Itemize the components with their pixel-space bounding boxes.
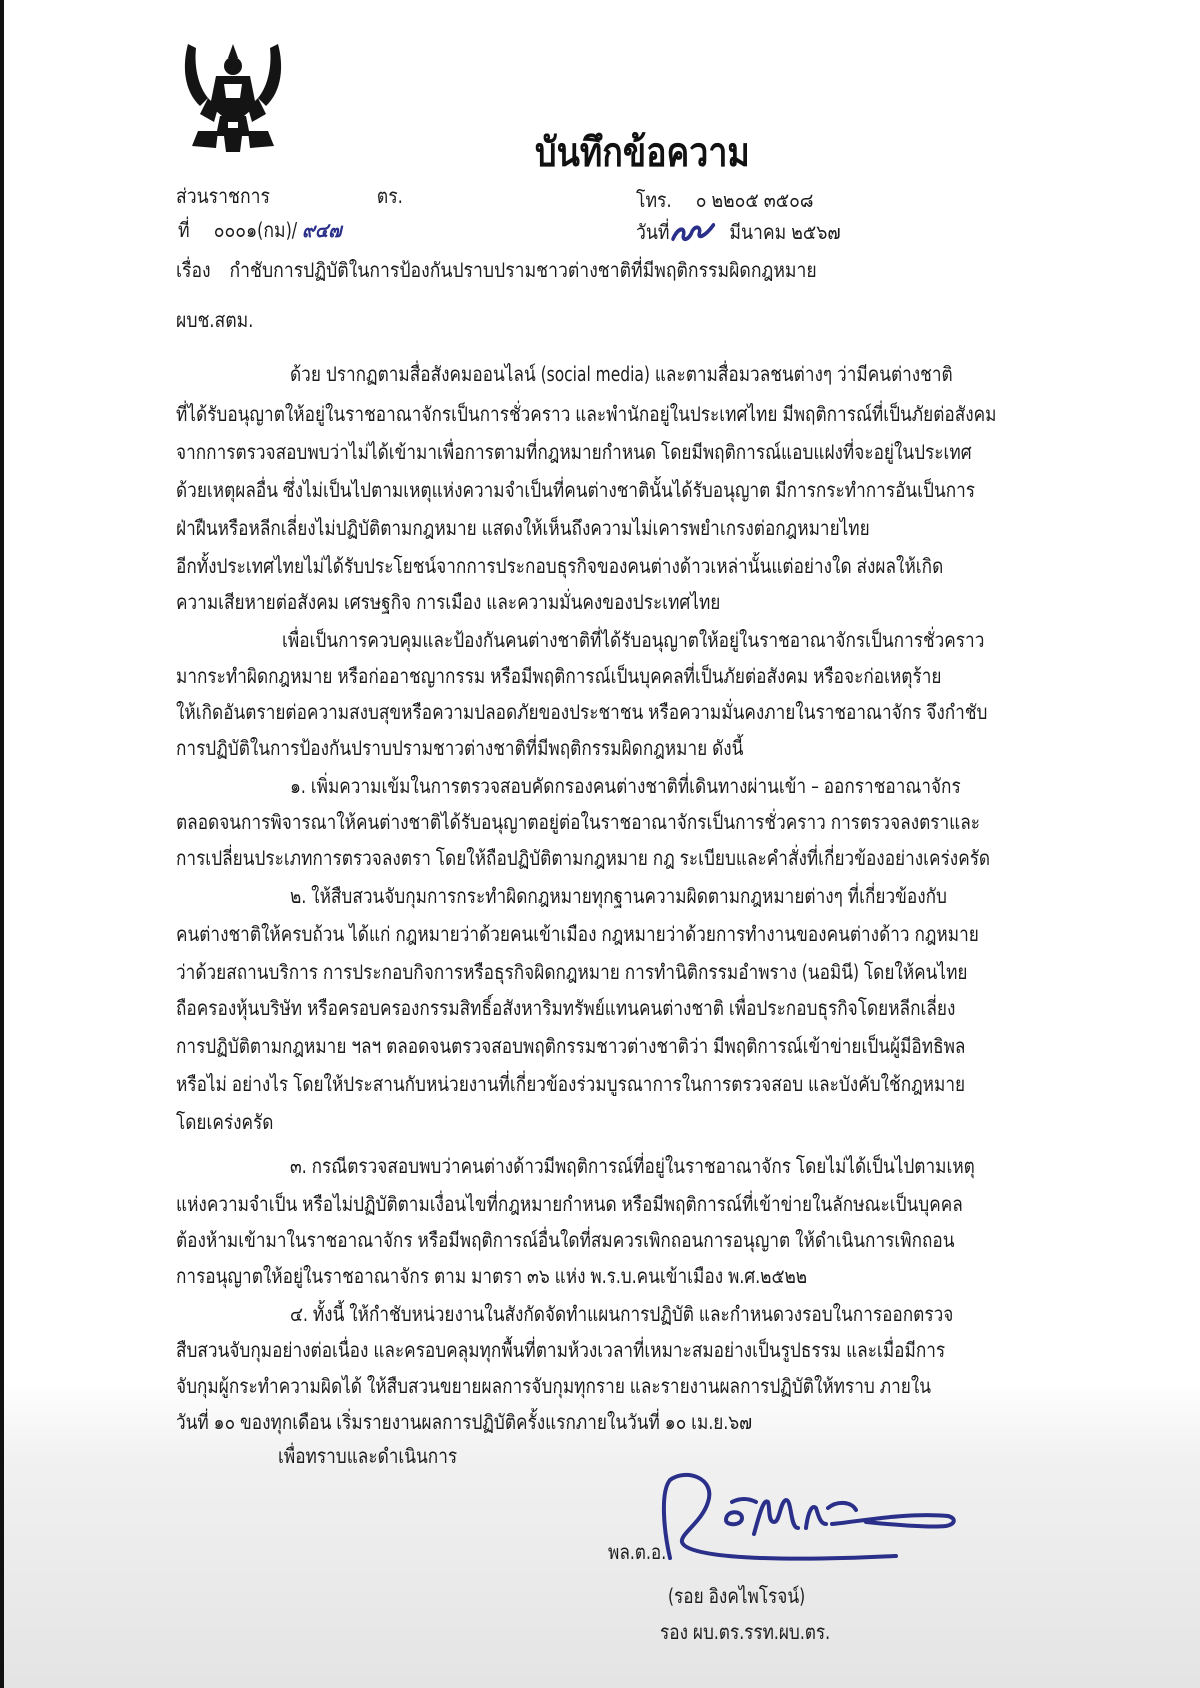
body-line: ด้วยเหตุผลอื่น ซึ่งไม่เป็นไปตามเหตุแห่งความจำเป็นที่คนต่างชาตินั้นได้รับอนุญาต มีการกระทำการอันเป็นการ xyxy=(176,478,976,502)
body-line: จับกุมผู้กระทำความผิดได้ ให้สืบสวนขยายผลการจับกุมทุกราย และรายงานผลการปฏิบัติให้ทราบ ภายใน xyxy=(176,1374,931,1398)
item-2-line: ๒. ให้สืบสวนจับกุมการกระทำผิดกฎหมายทุกฐานความผิดตามกฎหมายต่างๆ ที่เกี่ยวข้องกับ xyxy=(290,884,947,908)
body-line: ว่าด้วยสถานบริการ การประกอบกิจการหรือธุรกิจผิดกฎหมาย การทำนิติกรรมอำพราง (นอมินี) โดยให้คนไทย xyxy=(176,960,968,984)
body-line: การเปลี่ยนประเภทการตรวจลงตรา โดยให้ถือปฏิบัติตามกฎหมาย กฎ ระเบียบและคำสั่งที่เกี่ยวข้องอย่างเคร่งครัด xyxy=(176,846,991,870)
phone-value: ๐ ๒๒๐๕ ๓๕๐๘ xyxy=(695,188,814,212)
body-line: จากการตรวจสอบพบว่าไม่ได้เข้ามาเพื่อการตามที่กฎหมายกำหนด โดยมีพฤติการณ์แอบแฝงที่จะอยู่ในประเทศ xyxy=(176,440,972,464)
body-line: เพื่อเป็นการควบคุมและป้องกันคนต่างชาติที่ได้รับอนุญาตให้อยู่ในราชอาณาจักรเป็นการชั่วคราว xyxy=(282,628,985,652)
reference-label: ที่ xyxy=(178,218,190,242)
closing-text: เพื่อทราบและดำเนินการ xyxy=(278,1444,458,1468)
signatory-position: รอง ผบ.ตร.รรท.ผบ.ตร. xyxy=(660,1620,831,1644)
item-4-line: ๔. ทั้งนี้ ให้กำชับหน่วยงานในสังกัดจัดทำแผนการปฏิบัติ และกำหนดวงรอบในการออกตรวจ xyxy=(290,1302,954,1326)
reference-handwritten-number: ๙๔๗ xyxy=(302,218,342,242)
reference-number: ๐๐๐๑(กม)/ xyxy=(213,218,298,242)
body-line: หรือไม่ อย่างไร โดยให้ประสานกับหน่วยงานที่เกี่ยวข้องร่วมบูรณาการในการตรวจสอบ และบังคับใช้กฎหมาย xyxy=(176,1072,966,1096)
body-line: ถือครองหุ้นบริษัท หรือครอบครองกรรมสิทธิ์อสังหาริมทรัพย์แทนคนต่างชาติ เพื่อประกอบธุรกิจโดยหลีกเลี่ยง xyxy=(176,996,956,1020)
body-line: ต้องห้ามเข้ามาในราชอาณาจักร หรือมีพฤติการณ์อื่นใดที่สมควรเพิกถอนการอนุญาต ให้ดำเนินการเพิกถอน xyxy=(176,1228,955,1252)
body-line: โดยเคร่งครัด xyxy=(176,1110,274,1134)
item-1-line: ๑. เพิ่มความเข้มในการตรวจสอบคัดกรองคนต่างชาติที่เดินทางผ่านเข้า – ออกราชอาณาจักร xyxy=(290,774,961,798)
agency-value: ตร. xyxy=(376,184,403,208)
date-row xyxy=(636,216,841,248)
recipient: ผบช.สตม. xyxy=(176,308,254,332)
phone-row xyxy=(636,184,813,216)
memo-title: บันทึกข้อความ xyxy=(535,130,750,176)
body-line: วันที่ ๑๐ ของทุกเดือน เริ่มรายงานผลการปฏิบัติครั้งแรกภายในวันที่ ๑๐ เม.ย.๖๗ xyxy=(176,1410,753,1434)
subject-value: กำชับการปฏิบัติในการป้องกันปราบปรามชาวต่างชาติที่มีพฤติกรรมผิดกฎหมาย xyxy=(229,258,817,282)
body-line: การอนุญาตให้อยู่ในราชอาณาจักร ตาม มาตรา ๓๖ แห่ง พ.ร.บ.คนเข้าเมือง พ.ศ.๒๕๒๒ xyxy=(176,1264,808,1288)
subject-row xyxy=(176,254,817,286)
body-line: การปฏิบัติในการป้องกันปราบปรามชาวต่างชาติที่มีพฤติกรรมผิดกฎหมาย ดังนี้ xyxy=(176,736,744,760)
handwritten-day-mark xyxy=(671,221,715,243)
body-line: ด้วย ปรากฏตามสื่อสังคมออนไลน์ (social media) และตามสื่อมวลชนต่างๆ ว่ามีคนต่างชาติ xyxy=(290,362,953,386)
agency-row xyxy=(176,180,403,212)
date-label: วันที่ xyxy=(636,220,670,244)
handwritten-signature xyxy=(656,1472,996,1572)
body-line: คนต่างชาติให้ครบถ้วน ได้แก่ กฎหมายว่าด้วยคนเข้าเมือง กฎหมายว่าด้วยการทำงานของคนต่างด้าว กฎหมาย xyxy=(176,922,979,946)
signatory-rank: พล.ต.อ. xyxy=(608,1540,667,1564)
agency-label: ส่วนราชการ xyxy=(176,184,270,208)
body-line: ที่ได้รับอนุญาตให้อยู่ในราชอาณาจักรเป็นการชั่วคราว และพำนักอยู่ในประเทศไทย มีพฤติการณ์ที่เป็นภัยต่อสังคม xyxy=(176,402,997,426)
body-line: การปฏิบัติตามกฎหมาย ฯลฯ ตลอดจนตรวจสอบพฤติกรรมชาวต่างชาติว่า มีพฤติการณ์เข้าข่ายเป็นผู้มีอิทธิพล xyxy=(176,1034,966,1058)
phone-label: โทร. xyxy=(636,188,672,212)
body-line: ความเสียหายต่อสังคม เศรษฐกิจ การเมือง และความมั่นคงของประเทศไทย xyxy=(176,590,721,614)
body-line: ตลอดจนการพิจารณาให้คนต่างชาติได้รับอนุญาตอยู่ต่อในราชอาณาจักรเป็นการชั่วคราว การตรวจลงตราและ xyxy=(176,810,981,834)
body-line: ให้เกิดอันตรายต่อความสงบสุขหรือความปลอดภัยของประชาชน หรือความมั่นคงภายในราชอาณาจักร จึงกำชับ xyxy=(176,700,988,724)
body-line: ฝ่าฝืนหรือหลีกเลี่ยงไม่ปฏิบัติตามกฎหมาย แสดงให้เห็นถึงความไม่เคารพยำเกรงต่อกฎหมายไทย xyxy=(176,516,870,540)
subject-label: เรื่อง xyxy=(176,258,211,282)
body-line: สืบสวนจับกุมอย่างต่อเนื่อง และครอบคลุมทุกพื้นที่ตามห้วงเวลาที่เหมาะสมอย่างเป็นรูปธรรม และเมื่อมีการ xyxy=(176,1338,946,1362)
body-line: อีกทั้งประเทศไทยไม่ได้รับประโยชน์จากการประกอบธุรกิจของคนต่างด้าวเหล่านั้นแต่อย่างใด ส่งผลให้เกิด xyxy=(176,554,944,578)
item-3-line: ๓. กรณีตรวจสอบพบว่าคนต่างด้าวมีพฤติการณ์ที่อยู่ในราชอาณาจักร โดยไม่ได้เป็นไปตามเหตุ xyxy=(290,1154,975,1178)
date-month-year: มีนาคม ๒๕๖๗ xyxy=(729,220,841,244)
garuda-emblem-icon xyxy=(178,36,288,156)
reference-row xyxy=(178,214,342,246)
body-line: มากระทำผิดกฎหมาย หรือก่ออาชญากรรม หรือมีพฤติการณ์เป็นบุคคลที่เป็นภัยต่อสังคม หรือจะก่อเหตุร้าย xyxy=(176,664,942,688)
body-line: แห่งความจำเป็น หรือไม่ปฏิบัติตามเงื่อนไขที่กฎหมายกำหนด หรือมีพฤติการณ์ที่เข้าข่ายในลักษณะเป็นบุคคล xyxy=(176,1192,963,1216)
signatory-name: (รอย อิงคไพโรจน์) xyxy=(668,1584,806,1608)
